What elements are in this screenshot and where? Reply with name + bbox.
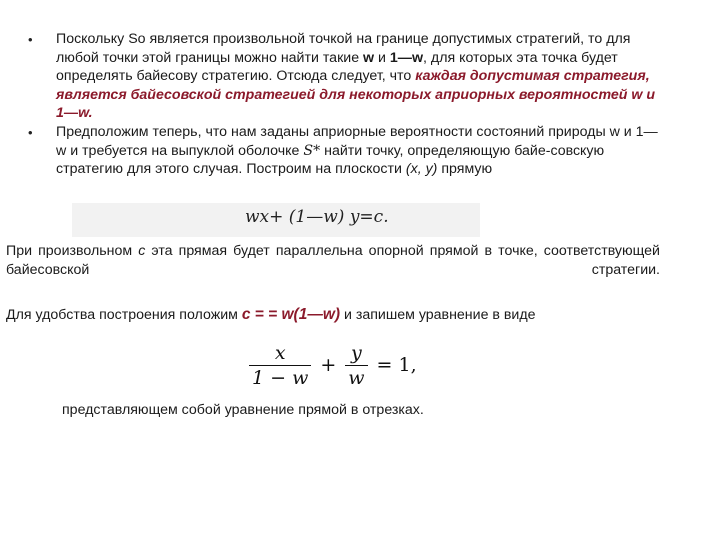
var-1-minus-w: 1—w — [389, 49, 424, 66]
fraction-x — [249, 341, 311, 390]
var-s-star: S* — [303, 142, 321, 159]
emphasis-var-1-minus-w: 1—w — [56, 105, 89, 122]
var-xy: (x, y) — [405, 161, 438, 178]
text-run: прямую — [437, 161, 493, 178]
var-w: w — [609, 124, 620, 140]
fraction-numerator: y — [351, 341, 362, 364]
var-w: w — [363, 49, 375, 66]
var-1-minus-w: 1—w — [56, 124, 658, 159]
plus-sign: + — [320, 354, 337, 376]
text-run: Для удобства построения положим — [6, 307, 242, 323]
fraction-denominator: 1 − w — [252, 366, 309, 389]
bullet-text-2 — [56, 123, 662, 179]
formula-c-value: с = = w(1—w) — [241, 306, 341, 323]
paragraph-1 — [6, 242, 660, 279]
fraction-numerator: x — [274, 341, 286, 364]
paragraph-2 — [6, 306, 660, 325]
text-run: и — [619, 124, 636, 140]
var-c: с — [138, 243, 146, 259]
text-run: , для которых эта точка будет определять байесову стратегию. Отсюда следует, что — [56, 49, 618, 85]
paragraph-3: представляющем собой уравнение прямой в отрезках. — [62, 402, 424, 418]
text-run: найти точку, определяющую байе-совскую стратегию для этого случая. Построим на плоскости — [56, 142, 605, 178]
text-run: Поскольку So является произвольной точкой на границе допустимых стратегий, то для любой точки этой границы можно найти такие — [56, 31, 631, 66]
emphasis-text: и — [642, 86, 656, 103]
text-run: и запишем уравнение в виде — [340, 307, 536, 323]
text-run: эта прямая будет параллельна опорной прямой в точке, соответствующей байесовской стратегии. — [6, 243, 660, 278]
text-run: Предположим теперь, что нам заданы априорные вероятности состояний природы — [56, 124, 610, 140]
equation-rhs: = 1, — [376, 354, 417, 376]
bullet-text-1 — [56, 30, 662, 123]
formula-line-equation: wx+ (1—w) y=c. — [245, 207, 389, 227]
emphasis-var-w: w — [631, 86, 643, 103]
bullet-marker: • — [28, 125, 33, 140]
formula-intercept-equation — [246, 336, 423, 394]
fraction-denominator: w — [348, 366, 365, 389]
emphasis-text: каждая допустимая стратегия, является байесовской стратегией для некоторых априорных вероятностей — [56, 68, 650, 103]
text-run: и требуется на выпуклой оболочке — [66, 142, 304, 159]
fraction-y — [345, 341, 367, 390]
text-run: и — [374, 49, 390, 66]
text-run: . — [88, 105, 93, 122]
text-run: При произвольном — [6, 243, 139, 259]
bullet-marker: • — [28, 32, 33, 47]
